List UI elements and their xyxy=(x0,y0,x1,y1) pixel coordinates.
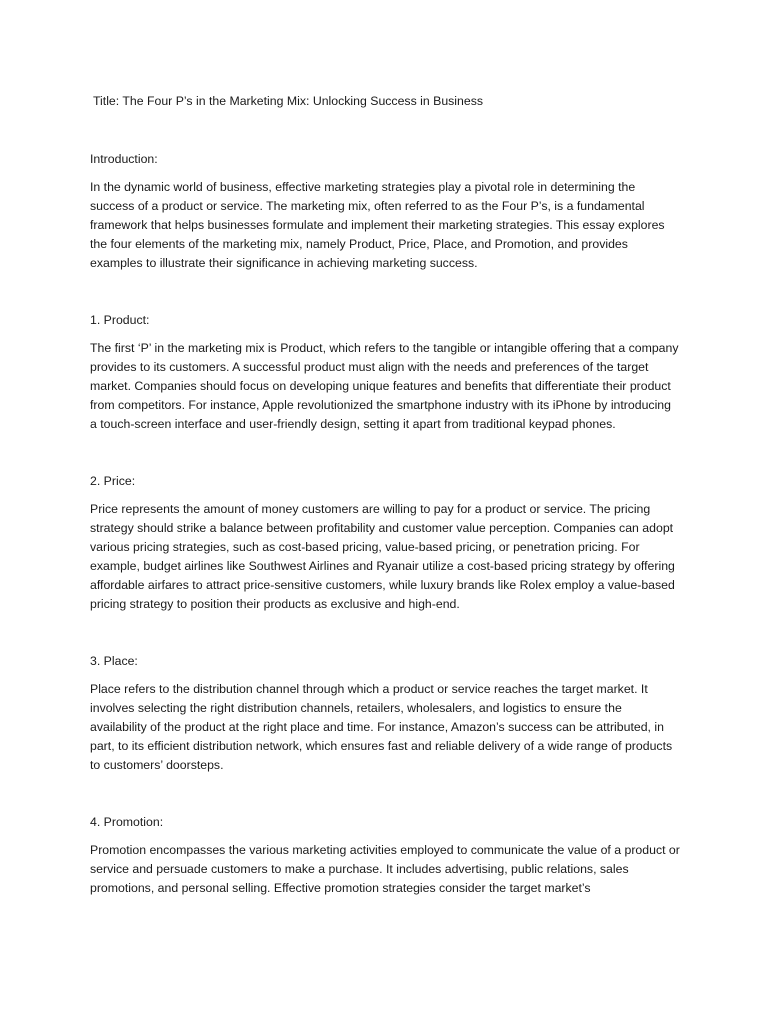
section-price xyxy=(90,472,680,614)
document-title: Title: The Four P’s in the Marketing Mix: Unlocking Success in Business xyxy=(93,94,484,108)
section-heading: 4. Promotion: xyxy=(90,815,164,829)
section-paragraph: The first ‘P’ in the marketing mix is Product, which refers to the tangible or intangible offering that a company provides to its customers. A successful product must align with the needs and preferences of the target market. Companies should focus on developing unique features and benefits that differentiate their product from competitors. For instance, Apple revolutionized the smartphone industry with its iPhone by introducing a touch-screen interface and user-friendly design, setting it apart from traditional keypad phones. xyxy=(90,341,679,431)
section-promotion xyxy=(90,813,680,898)
section-heading: Introduction: xyxy=(90,152,158,166)
section-paragraph: Price represents the amount of money customers are willing to pay for a product or service. The pricing strategy should strike a balance between profitability and customer value perception. Companies can adopt various pricing strategies, such as cost-based pricing, value-based pricing, or penetration pricing. For example, budget airlines like Southwest Airlines and Ryanair utilize a cost-based pricing strategy by offering affordable airfares to attract price-sensitive customers, while luxury brands like Rolex employ a value-based pricing strategy to position their products as exclusive and high-end. xyxy=(90,502,675,611)
section-heading: 3. Place: xyxy=(90,654,138,668)
document-body xyxy=(90,92,680,898)
section-heading: 1. Product: xyxy=(90,313,150,327)
section-paragraph: Place refers to the distribution channel through which a product or service reaches the target market. It involves selecting the right distribution channels, retailers, wholesalers, and logistics to ensure the availability of the product at the right place and time. For instance, Amazon’s success can be attributed, in part, to its efficient distribution network, which ensures fast and reliable delivery of a wide range of products to customers’ doorsteps. xyxy=(90,682,673,772)
section-product xyxy=(90,311,680,434)
section-paragraph: Promotion encompasses the various marketing activities employed to communicate the value of a product or service and persuade customers to make a purchase. It includes advertising, public relations, sales promotions, and personal selling. Effective promotion strategies consider the target market’s xyxy=(90,843,680,895)
section-heading: 2. Price: xyxy=(90,474,136,488)
section-introduction xyxy=(90,150,680,273)
section-paragraph: In the dynamic world of business, effective marketing strategies play a pivotal role in determining the success of a product or service. The marketing mix, often referred to as the Four P’s, is a fundamental framework that helps businesses formulate and implement their marketing strategies. This essay explores the four elements of the marketing mix, namely Product, Price, Place, and Promotion, and provides examples to illustrate their significance in achieving marketing success. xyxy=(90,180,665,270)
section-place xyxy=(90,652,680,775)
